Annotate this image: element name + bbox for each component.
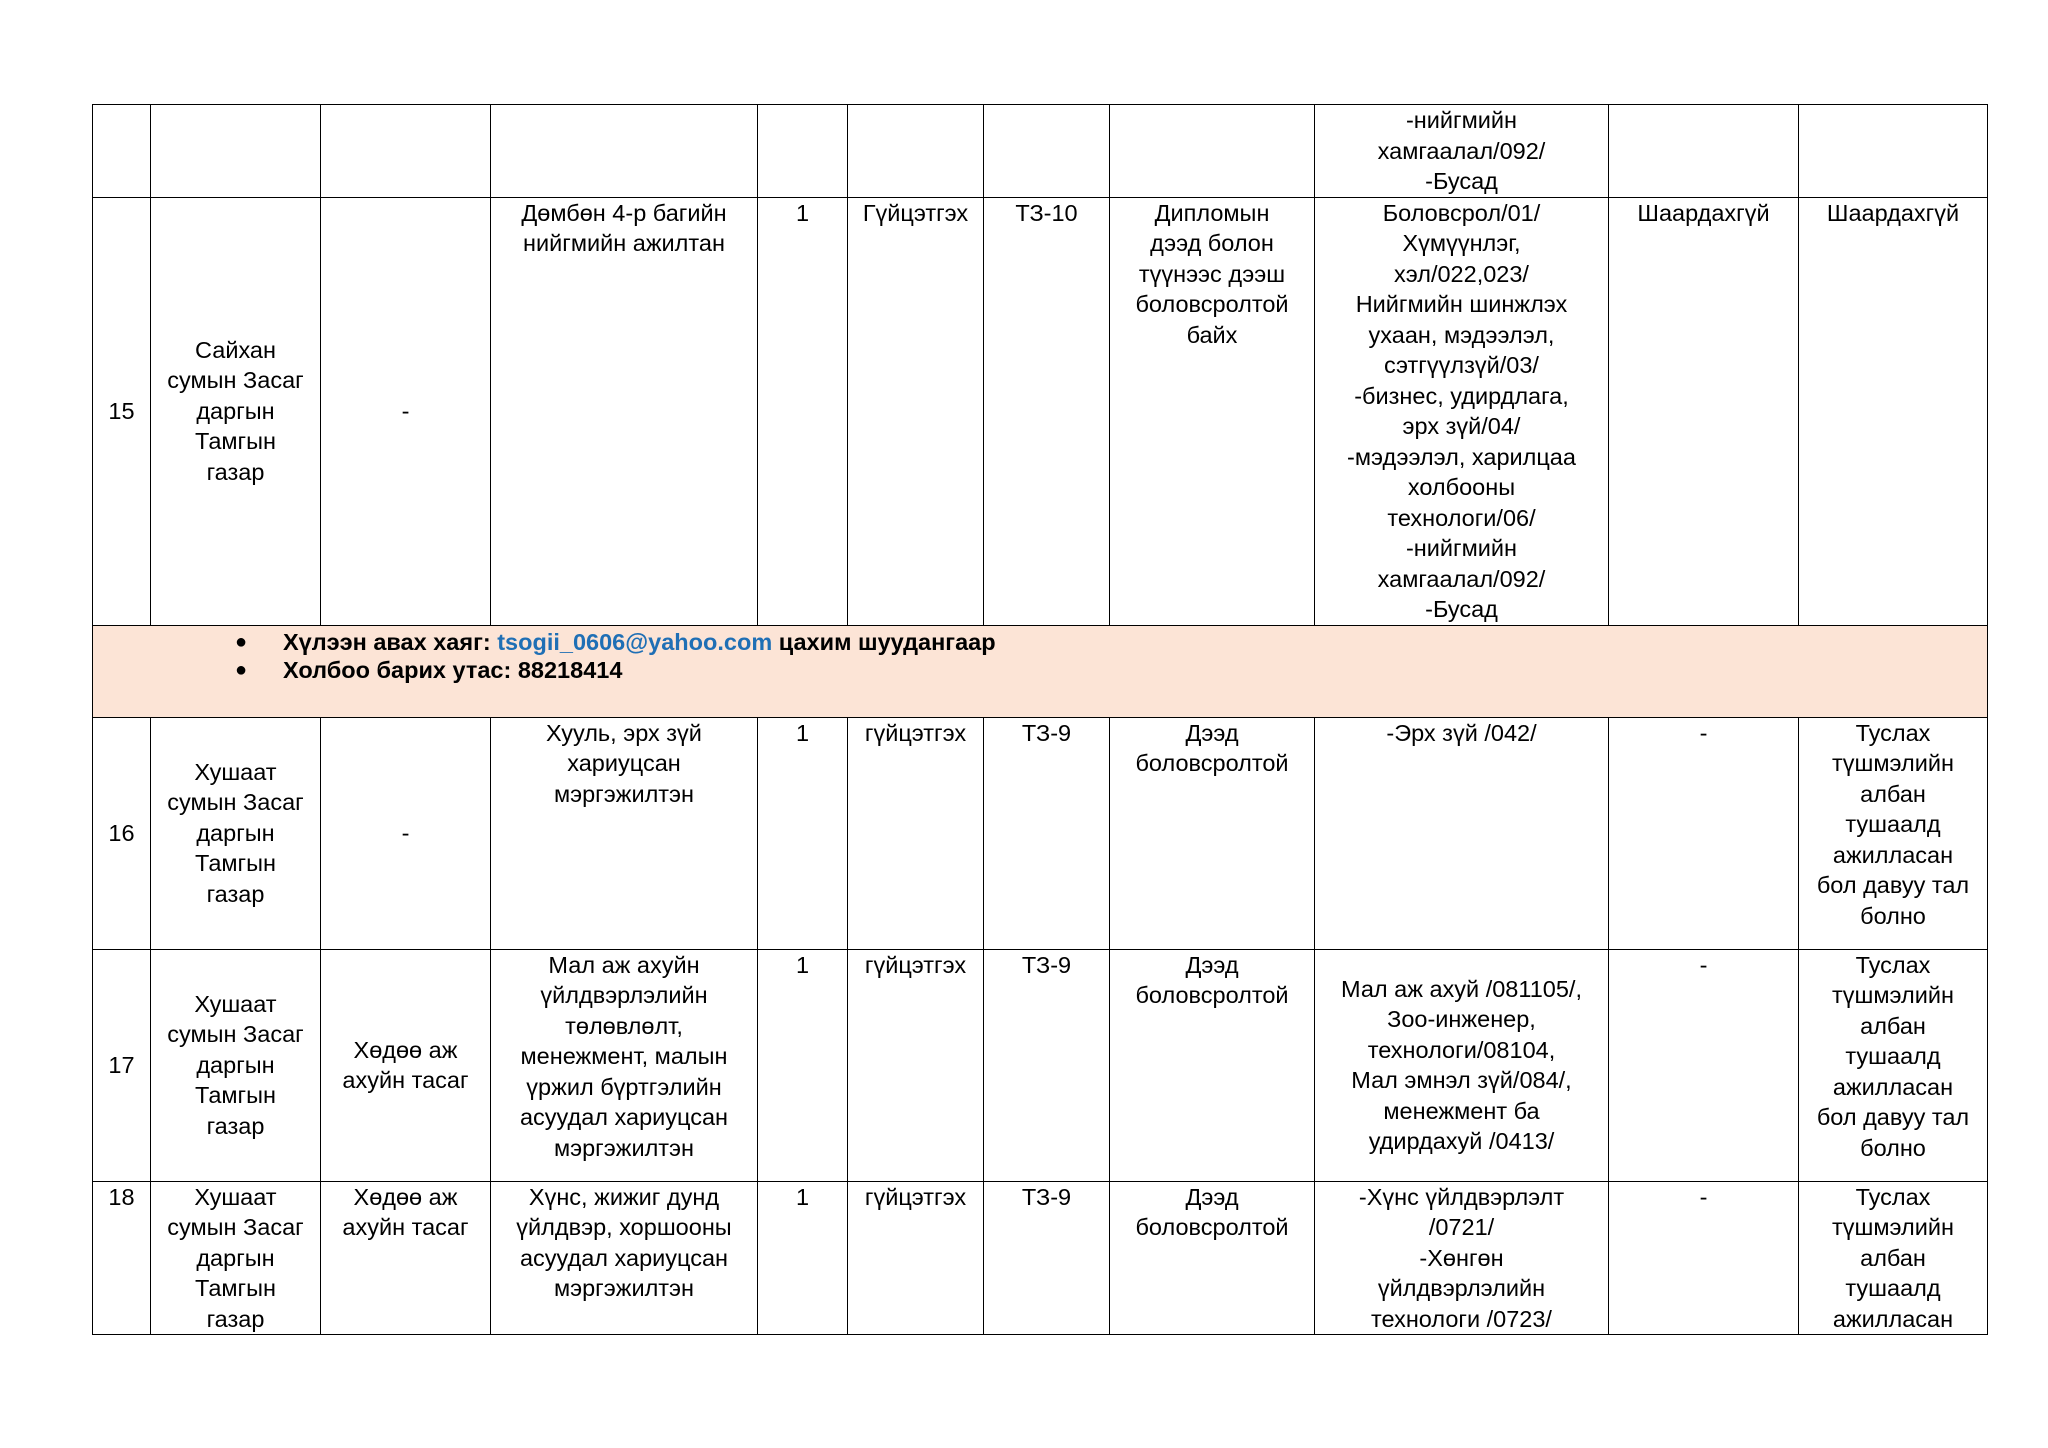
- table-row: [93, 105, 1988, 198]
- count-cell: 1: [758, 949, 848, 1181]
- department-cell: Хөдөө аж ахуйн тасаг: [321, 1181, 491, 1335]
- education-cell: Дээд боловсролтой: [1110, 1181, 1315, 1335]
- count-cell: 1: [758, 1181, 848, 1335]
- cell: [491, 105, 758, 198]
- other-cell: Туслах түшмэлийн албан тушаалд ажилласан: [1799, 1181, 1988, 1335]
- other-cell: Шаардахгүй: [1799, 197, 1988, 625]
- cell: [1799, 105, 1988, 198]
- rank-cell: ТЗ-9: [984, 1181, 1110, 1335]
- count-cell: 1: [758, 197, 848, 625]
- organization-cell: Хушаат сумын Засаг даргын Тамгын газар: [151, 1181, 321, 1335]
- cell: [1110, 105, 1315, 198]
- row-number: 18: [93, 1181, 151, 1335]
- education-cell: Дээд боловсролтой: [1110, 717, 1315, 949]
- table-row: [93, 197, 1988, 625]
- email-label: Хүлээн авах хаяг:: [283, 628, 491, 655]
- count-cell: 1: [758, 717, 848, 949]
- table-row: [93, 1181, 1988, 1335]
- cell: [758, 105, 848, 198]
- bullet-icon: ●: [235, 630, 248, 653]
- email-line: [235, 628, 1987, 656]
- type-cell: гүйцэтгэх: [848, 717, 984, 949]
- table-row: [93, 717, 1988, 949]
- notice-cell: [93, 625, 1988, 717]
- rank-cell: ТЗ-9: [984, 717, 1110, 949]
- row-number: 16: [93, 717, 151, 949]
- notice-list: [93, 628, 1987, 684]
- organization-cell: Сайхан сумын Засаг даргын Тамгын газар: [151, 197, 321, 625]
- phone-line: [235, 656, 1987, 684]
- experience-cell: -: [1609, 717, 1799, 949]
- position-cell: Мал аж ахуйн үйлдвэрлэлийн төлөвлөлт, менежмент, малын үржил бүртгэлийн асуудал хариуцсан мэргэжилтэн: [491, 949, 758, 1181]
- rank-cell: ТЗ-9: [984, 949, 1110, 1181]
- specialty-cell: -нийгмийн хамгаалал/092/ -Бусад: [1315, 105, 1609, 198]
- email-suffix: цахим шуудангаар: [778, 628, 996, 655]
- rank-cell: ТЗ-10: [984, 197, 1110, 625]
- phone-text: Холбоо барих утас: 88218414: [283, 656, 623, 683]
- bullet-icon: ●: [235, 658, 248, 681]
- notice-row: [93, 625, 1988, 717]
- other-cell: Туслах түшмэлийн албан тушаалд ажилласан бол давуу тал болно: [1799, 717, 1988, 949]
- row-number: 15: [93, 197, 151, 625]
- position-cell: Дөмбөн 4-р багийн нийгмийн ажилтан: [491, 197, 758, 625]
- experience-cell: Шаардахгүй: [1609, 197, 1799, 625]
- cell: [848, 105, 984, 198]
- department-cell: -: [321, 197, 491, 625]
- specialty-cell: Боловсрол/01/ Хүмүүнлэг, хэл/022,023/ Нийгмийн шинжлэх ухаан, мэдээлэл, сэтгүүлзүй/03/ -бизнес, удирдлага, эрх зүй/04/ -мэдээлэл, харилцаа холбооны технологи/06/ -нийгмийн хамгаалал/092/ -Бусад: [1315, 197, 1609, 625]
- experience-cell: -: [1609, 1181, 1799, 1335]
- organization-cell: Хушаат сумын Засаг даргын Тамгын газар: [151, 949, 321, 1181]
- position-cell: Хууль, эрх зүй хариуцсан мэргэжилтэн: [491, 717, 758, 949]
- cell: [93, 105, 151, 198]
- experience-cell: -: [1609, 949, 1799, 1181]
- row-number: 17: [93, 949, 151, 1181]
- specialty-cell: -Хүнс үйлдвэрлэлт /0721/ -Хөнгөн үйлдвэрлэлийн технологи /0723/: [1315, 1181, 1609, 1335]
- education-cell: Дээд боловсролтой: [1110, 949, 1315, 1181]
- position-cell: Хүнс, жижиг дунд үйлдвэр, хоршооны асуудал хариуцсан мэргэжилтэн: [491, 1181, 758, 1335]
- email-link[interactable]: tsogii_0606@yahoo.com: [497, 628, 773, 655]
- cell: [151, 105, 321, 198]
- cell: [1609, 105, 1799, 198]
- cell: [984, 105, 1110, 198]
- department-cell: -: [321, 717, 491, 949]
- other-cell: Туслах түшмэлийн албан тушаалд ажилласан бол давуу тал болно: [1799, 949, 1988, 1181]
- type-cell: гүйцэтгэх: [848, 1181, 984, 1335]
- organization-cell: Хушаат сумын Засаг даргын Тамгын газар: [151, 717, 321, 949]
- specialty-cell: Мал аж ахуй /081105/, Зоо-инженер, технологи/08104, Мал эмнэл зүй/084/, менежмент ба удирдахуй /0413/: [1315, 949, 1609, 1181]
- cell: [321, 105, 491, 198]
- table-row: [93, 949, 1988, 1181]
- type-cell: гүйцэтгэх: [848, 949, 984, 1181]
- vacancy-table: [92, 104, 1988, 1335]
- department-cell: Хөдөө аж ахуйн тасаг: [321, 949, 491, 1181]
- specialty-cell: -Эрх зүй /042/: [1315, 717, 1609, 949]
- education-cell: Дипломын дээд болон түүнээс дээш боловсролтой байх: [1110, 197, 1315, 625]
- type-cell: Гүйцэтгэх: [848, 197, 984, 625]
